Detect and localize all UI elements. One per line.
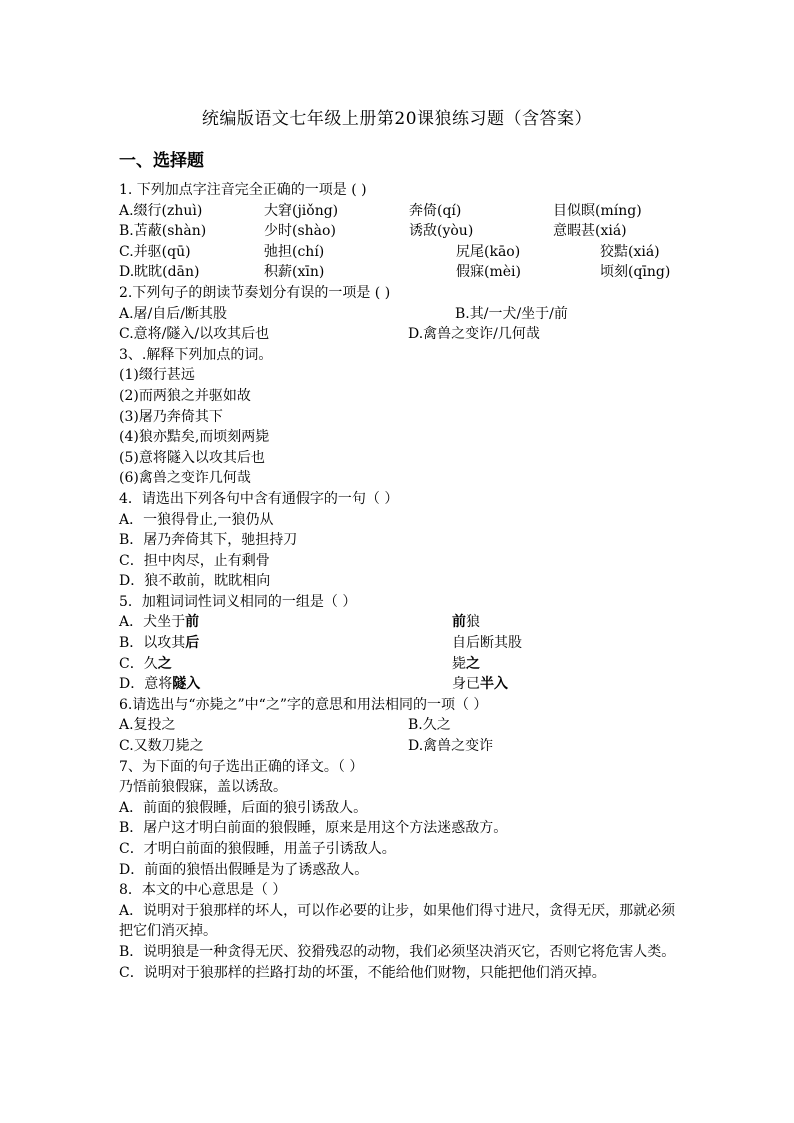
q5-left-text: B．以攻其 [119,635,186,652]
q1-option: 诱敌(yòu) [409,223,474,240]
q1-stem: 1. 下列加点字注音完全正确的一项是 ( ) [119,182,367,198]
q7-sentence: 乃悟前狼假寐，盖以诱敌。 [119,779,287,796]
q1-option: 大窘(jiǒng) [264,202,339,219]
q1-row-d [119,262,679,283]
q1-row-a [119,201,679,222]
q5-left-bold: 隧入 [172,676,201,693]
q6-row-ab [119,715,679,736]
q8-option-a: A．说明对于狼那样的坏人，可以作必要的让步，如果他们得寸进尺，贪得无厌，那就必须把它们消灭掉。 [119,902,676,940]
q1-option: B.苫蔽(shàn) [119,223,207,240]
q3-item: (6)禽兽之变诈几何哉 [119,470,251,487]
q5-row-d [119,674,679,695]
q5-right-text: 自后断其股 [452,635,522,652]
q6-stem: 6.请选出与“亦毙之”中“之”字的意思和用法相同的一项（ ） [119,696,488,713]
q3-item: (2)而两狼之并驱如故 [119,387,251,404]
q3-stem: 3、.解释下列加点的词。 [119,346,273,363]
q1-option: 意暇甚(xiá) [553,223,627,240]
q1-option: C.并驱(qū) [119,243,191,260]
document-title: 统编版语文七年级上册第20课狼练习题（含答案） [201,109,593,129]
q5-left-bold: 后 [185,635,200,652]
q5-left-text: A．犬坐于 [119,614,186,631]
q5-left [119,633,199,654]
q5-right-bold: 前 [452,614,466,631]
q8-option-b: B．说明狼是一种贪得无厌、狡猾残忍的动物，我们必须坚决消灭它，否则它将危害人类。 [119,943,676,960]
q2-option-c: C.意将/隧入/以攻其后也 [119,326,270,343]
q2-option-b: B.其/一犬/坐于/前 [455,305,568,322]
q5-left [119,674,200,695]
q5-right [452,654,480,675]
q1-option: A.缀行(zhuì) [119,202,203,219]
q2-option-d: D.禽兽之变诈/几何哉 [408,326,540,343]
question-list [119,180,679,983]
q1-option: 尻尾(kāo) [456,243,521,260]
q5-right [452,612,480,633]
q5-row-c [119,654,679,675]
q5-row-b [119,633,679,654]
q1-option: 奔倚(qí) [409,202,462,219]
q6-option-c: C.又数刀毙之 [119,738,204,755]
q1-option: 积薪(xīn) [264,264,325,281]
q5-left [119,612,199,633]
q4-option: D．狼不敢前，眈眈相向 [119,573,271,590]
q7-option: D．前面的狼悟出假睡是为了诱惑敌人。 [119,861,369,878]
q7-option: B．屠户这才明白前面的狼假睡，原来是用这个方法迷惑敌方。 [119,820,508,837]
q2-stem: 2.下列句子的朗读节奏划分有误的一项是 ( ) [119,284,391,301]
q6-option-d: D.禽兽之变诈 [408,738,494,755]
section-heading: 一、选择题 [119,151,204,171]
q1-option: 假寐(mèi) [456,264,521,281]
q5-right-text: 身已 [452,676,480,693]
q2-row-cd [119,324,679,345]
q8-stem: 8．本文的中心意思是（ ） [119,882,287,899]
q5-row-a [119,612,679,633]
q6-option-b: B.久之 [408,717,451,734]
q4-option: C．担中肉尽，止有剩骨 [119,552,270,569]
q1-row-b [119,221,679,242]
q7-option: C．才明白前面的狼假睡，用盖子引诱敌人。 [119,841,396,857]
q6-option-a: A.复投之 [119,717,176,734]
q5-left [119,654,172,675]
q5-right-bold: 之 [466,655,480,672]
q1-option: 弛担(chí) [264,243,325,260]
q3-item: (3)屠乃奔倚其下 [119,408,223,425]
q5-right-tail: 狼 [466,614,480,631]
q1-option: 少时(shào) [264,223,336,240]
q3-item: (1)缀行甚远 [119,367,195,384]
q1-option: 顷刻(qīng) [600,264,671,281]
q3-item: (4)狼亦黠矣,而顷刻两毙 [119,429,270,446]
q4-option: B．屠乃奔倚其下，驰担持刀 [119,532,298,549]
q4-option: A．一狼得骨止,一狼仍从 [119,511,274,528]
q7-stem: 7、为下面的句子选出正确的译文。（ ） [119,758,364,775]
q3-item: (5)意将隧入以攻其后也 [119,449,265,466]
q5-left-text: C．久 [119,655,158,672]
q5-left-bold: 前 [185,614,200,631]
q5-right-bold: 半入 [480,676,508,693]
q5-stem: 5．加粗词词性词义相同的一组是（ ） [119,593,357,610]
q1-option: 狡黠(xiá) [600,243,660,260]
q1-option: 目似瞑(míng) [553,202,642,219]
q5-right [452,633,522,654]
q5-right [452,674,508,695]
q5-left-text: D．意将 [119,676,173,693]
q5-right-text: 毙 [452,655,466,672]
q1-option: D.眈眈(dān) [119,264,200,281]
q8-option-c: C．说明对于狼那样的拦路打劫的坏蛋，不能给他们财物，只能把他们消灭掉。 [119,964,606,981]
q5-left-bold: 之 [157,655,172,672]
q7-option: A．前面的狼假睡，后面的狼引诱敌人。 [119,799,368,816]
q6-row-cd [119,736,679,757]
q2-option-a: A.屠/自后/断其股 [119,305,227,322]
q2-row-ab [119,304,679,325]
q4-stem: 4．请选出下列各句中含有通假字的一句（ ） [119,490,399,507]
q1-row-c [119,242,679,263]
